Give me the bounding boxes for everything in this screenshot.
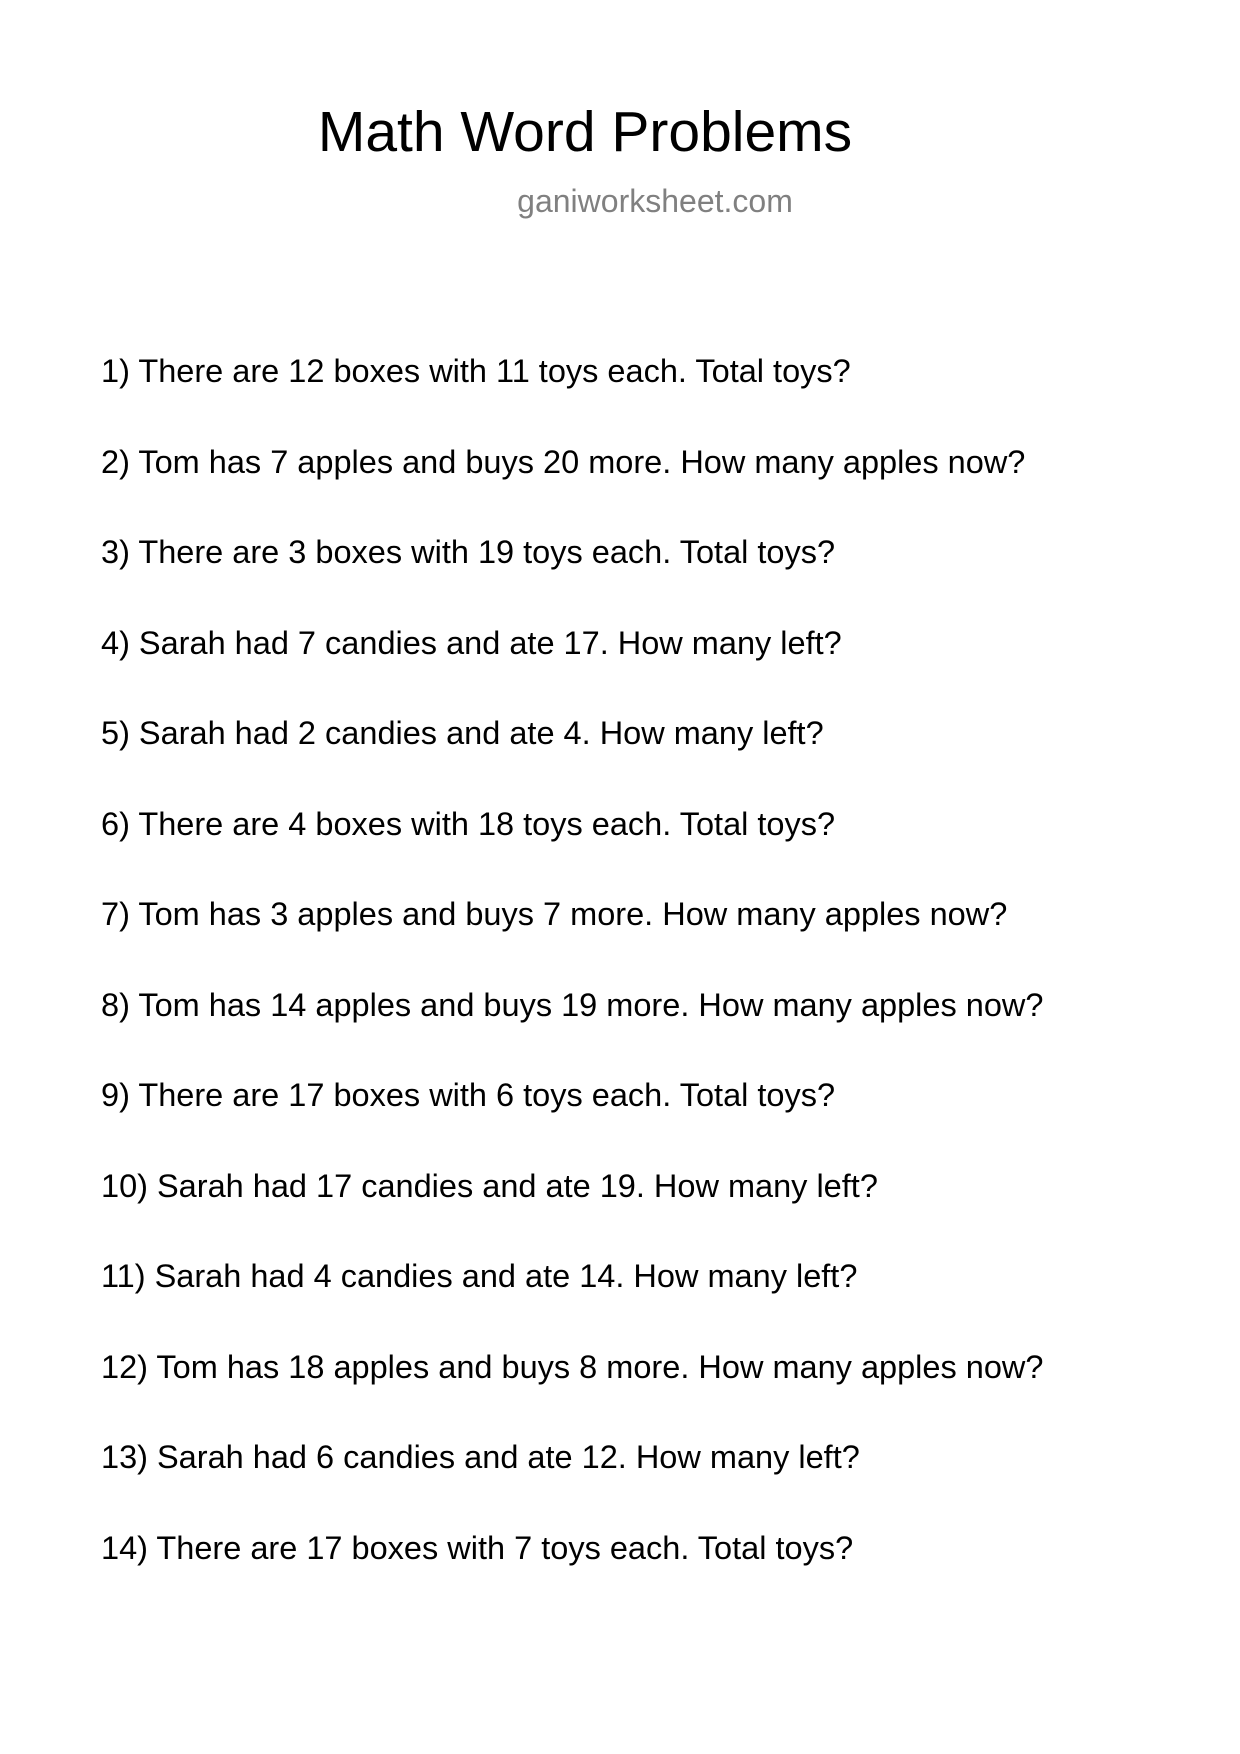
problem-item: 4) Sarah had 7 candies and ate 17. How many left?	[101, 624, 842, 661]
problem-item: 3) There are 3 boxes with 19 toys each. Total toys?	[101, 534, 836, 570]
problem-item: 13) Sarah had 6 candies and ate 12. How many left?	[101, 1439, 860, 1475]
problem-item: 14) There are 17 boxes with 7 toys each. Total toys?	[101, 1529, 854, 1566]
problem-list	[101, 348, 1043, 1615]
source-website: ganiworksheet.com	[517, 183, 793, 219]
problem-item: 11) Sarah had 4 candies and ate 14. How many left?	[101, 1258, 858, 1294]
problem-item: 7) Tom has 3 apples and buys 7 more. How many apples now?	[101, 896, 1008, 932]
problem-item: 2) Tom has 7 apples and buys 20 more. How many apples now?	[101, 443, 1026, 480]
problem-item: 5) Sarah had 2 candies and ate 4. How many left?	[101, 715, 824, 751]
problem-item: 9) There are 17 boxes with 6 toys each. Total toys?	[101, 1077, 836, 1113]
problem-item: 8) Tom has 14 apples and buys 19 more. How many apples now?	[101, 986, 1044, 1023]
problem-item: 10) Sarah had 17 candies and ate 19. How many left?	[101, 1167, 878, 1204]
problem-item: 1) There are 12 boxes with 11 toys each. Total toys?	[101, 353, 851, 389]
problem-item: 6) There are 4 boxes with 18 toys each. Total toys?	[101, 805, 836, 842]
problem-item: 12) Tom has 18 apples and buys 8 more. How many apples now?	[101, 1348, 1044, 1385]
worksheet-title: Math Word Problems	[317, 100, 853, 164]
